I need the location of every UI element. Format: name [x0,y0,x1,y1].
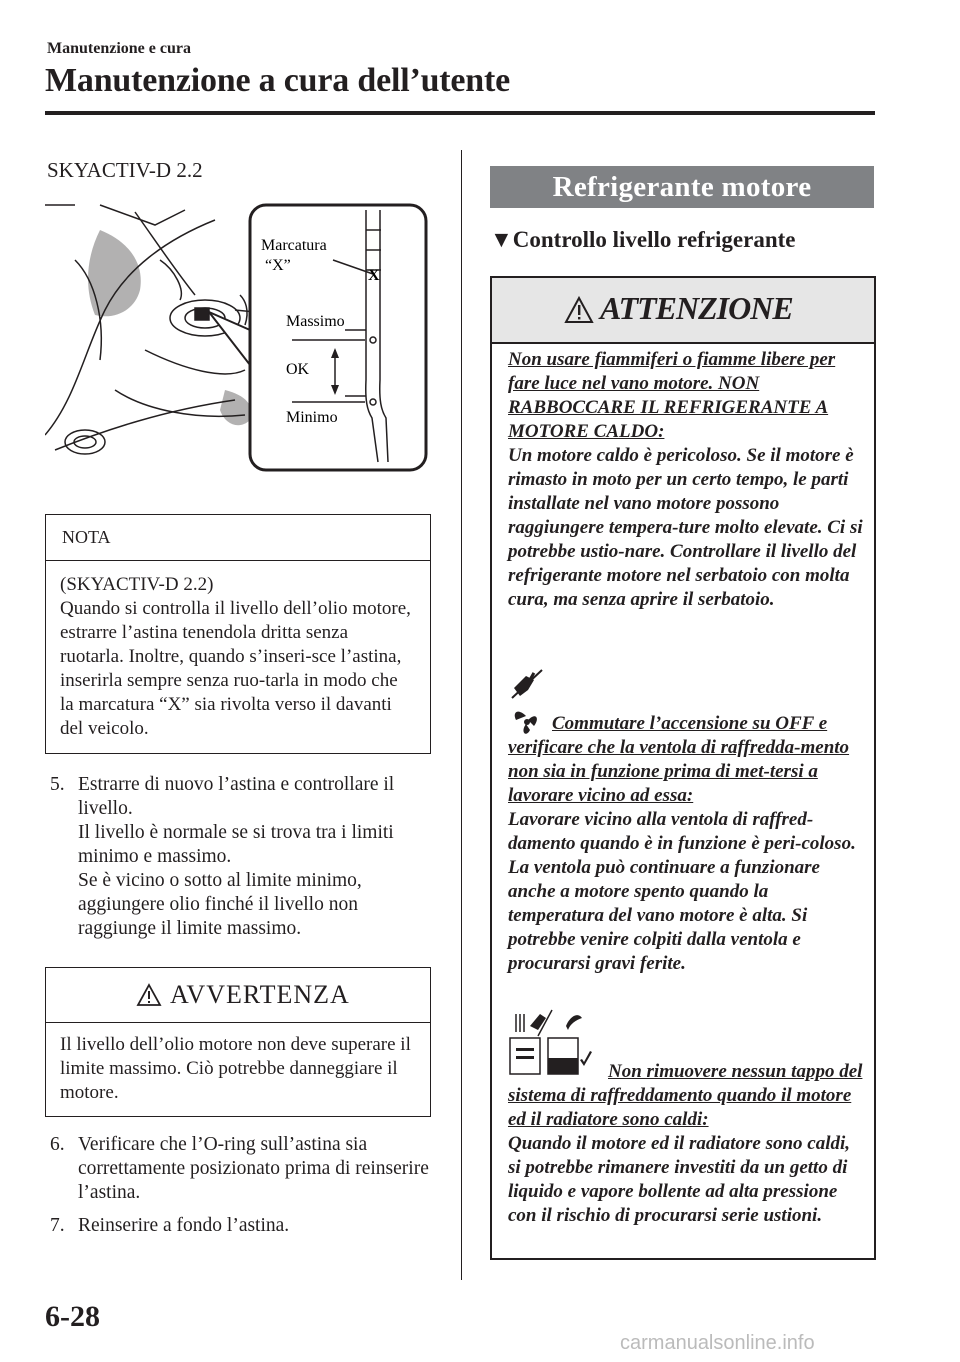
danger-title: ATTENZIONE [600,290,793,326]
warning-body: Il livello dell’olio motore non deve superare il limite massimo. Ciò potrebbe danneggiare il motore. [60,1034,411,1103]
page-number: 6-28 [45,1300,100,1333]
warning-box [45,967,431,1117]
step-7 [50,1214,430,1238]
warning-title: AVVERTENZA [170,980,350,1009]
danger-paragraph-1 [508,348,863,612]
danger-p1-underlined: Non usare fiammiferi o fiamme libere per fare luce nel vano motore. NON RABBOCCARE IL REFRIGERANTE A MOTORE CALDO: [508,349,836,442]
danger-paragraph-2 [508,712,863,976]
column-divider [461,150,462,1280]
engine-illustration [45,200,430,475]
step-5-number: 5. [50,774,65,795]
step-5-text: Estrarre di nuovo l’astina e controllare il livello. [78,774,395,819]
danger-p2-body: Lavorare vicino alla ventola di raffred-damento quando è in funzione è peri-coloso. La ventola può continuare a funzionare anche a motore spento quando la temperatura del vano motore è alta. Si potrebbe venire colpiti dalla ventola e procurarsi gravi ferite. [508,809,856,974]
danger-p3-body: Quando il motore ed il radiatore sono caldi, si potrebbe rimanere investiti da un getto di liquido e vapore bollente ad alta pressione con il rischio di procurarsi serie ustioni. [508,1133,851,1226]
warning-header [46,968,430,1023]
note-body [46,561,430,753]
danger-p1-body: Un motore caldo è pericoloso. Se il motore è rimasto in moto per un certo tempo, le parti installate nel vano motore possono raggiungere tempera-ture molto elevate. Ci si potrebbe ustio-nare. Controllare il livello del refrigerante motore nel serbatoio con molta cura, ma senza aprire il serbatoio. [508,445,863,610]
step-5-text2: Il livello è normale se si trova tra i limiti minimo e massimo. [78,822,394,867]
header-rule [45,111,875,115]
dipstick-figure [45,200,430,475]
danger-paragraph-3 [508,1060,863,1228]
engine-subheading: SKYACTIV-D 2.2 [47,158,203,182]
coolant-level-heading: ▼Controllo livello refrigerante [490,227,796,252]
label-marking-line1: Marcatura [261,237,327,254]
note-title: NOTA [46,515,430,561]
danger-box [490,276,876,1260]
page-title: Manutenzione a cura dell’utente [45,62,511,99]
step-5 [50,773,430,941]
section-label: Manutenzione e cura [47,40,191,57]
note-subtitle: (SKYACTIV-D 2.2) [60,574,214,595]
step-7-text: Reinserire a fondo l’astina. [78,1215,290,1236]
step-6 [50,1133,430,1205]
note-box [45,514,431,754]
step-5-text3: Se è vicino o sotto al limite minimo, aggiungere olio finché il livello non raggiunge il limite massimo. [78,870,362,939]
step-6-number: 6. [50,1134,65,1155]
label-maximum: Massimo [286,313,345,330]
watermark: carmanualsonline.info [620,1332,815,1354]
danger-p3-underlined: Non rimuovere nessun tappo del sistema di raffreddamento quando il motore ed il radiatore sono caldi: [508,1061,863,1130]
label-marking-line2: “X” [265,257,291,274]
label-ok: OK [286,361,310,378]
x-mark: X [368,267,380,284]
warning-triangle-icon [136,983,162,1007]
step-7-number: 7. [50,1215,65,1236]
coolant-banner: Refrigerante motore [490,166,874,208]
danger-header [492,278,874,344]
label-minimum: Minimo [286,409,338,426]
step-6-text: Verificare che l’O-ring sull’astina sia correttamente posizionato prima di reinserire l’astina. [78,1134,429,1203]
danger-p2-underlined: Commutare l’accensione su OFF e verificare che la ventola di raffredda-mento non sia in funzione prima di met-tersi a lavorare vicino ad essa: [508,713,850,806]
note-text: Quando si controlla il livello dell’olio motore, estrarre l’astina tenendola dritta senza ruotarla. Inoltre, quando s’inseri-sce l’astina, inserirla sempre senza ruo-tarla in modo che la marcatura “X” sia rivolta verso il davanti del veicolo. [60,598,411,739]
warning-triangle-icon [564,296,594,324]
